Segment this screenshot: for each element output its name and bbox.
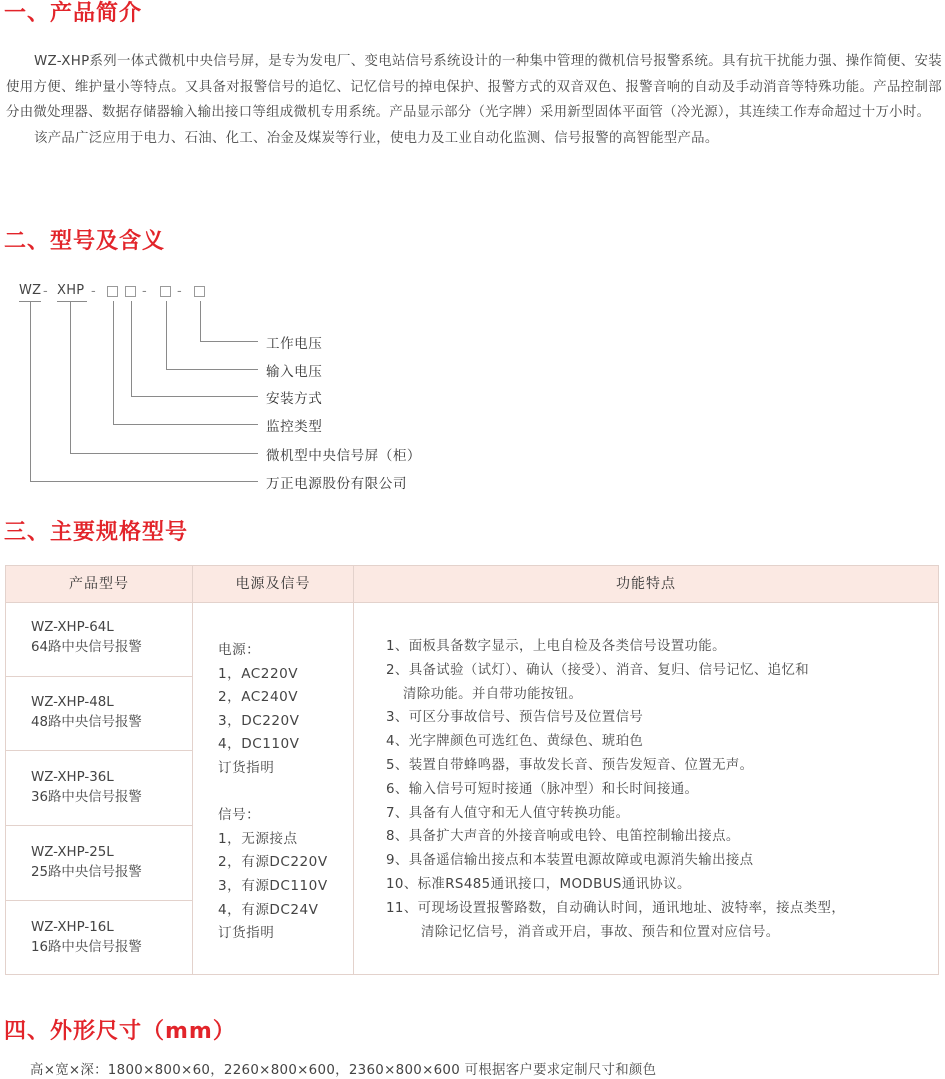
feature-item: 5、装置自带蜂鸣器，事故发长音、预告发短音、位置无声。 [386,757,754,773]
feature-item: 8、具备扩大声音的外接音响或电铃、电笛控制输出接点。 [386,829,740,845]
dimensions-text: 高×宽×深：1800×800×60，2260×800×600，2360×800×600 可根据客户要求定制尺寸和颜色 [30,1063,657,1078]
signal-line: 4，有源DC24V [218,901,319,918]
connector-line [131,396,258,397]
feature-item: 10、标准RS485通讯接口，MODBUS通讯协议。 [386,876,691,892]
intro-paragraph-2: 该产品广泛应用于电力、石油、化工、冶金及煤炭等行业，使电力及工业自动化监测、信号报警的高智能型产品。 [34,130,719,146]
table-row [6,918,192,958]
table-header [6,566,938,603]
feature-item-continued: 清除功能。并自带功能按钮。 [403,686,583,702]
power-line: 1，AC220V [218,665,299,682]
model-desc: 16路中央信号报警 [31,940,142,955]
underline [57,301,87,302]
model-label-working-voltage: 工作电压 [266,336,323,352]
row-divider [6,900,192,901]
model-label-product-type: 微机型中央信号屏（柜） [266,448,422,464]
spacer [218,781,328,805]
signal-line: 1，无源接点 [218,830,298,847]
model-prefix-wz: WZ [19,283,42,298]
feature-item: 9、具备遥信输出接点和本装置电源故障或电源消失输出接点 [386,853,754,869]
connector-line [200,301,201,341]
feature-item: 2、具备试验（试灯）、确认（接受）、消音、复归、信号记忆、追忆和 [386,662,810,678]
model-label-company: 万正电源股份有限公司 [266,476,407,492]
power-line: 4，DC110V [218,736,300,753]
model-label-monitor-type: 监控类型 [266,419,323,435]
intro-paragraph-1: WZ-XHP系列一体式微机中央信号屏，是专为发电厂、变电站信号系统设计的一种集中管理的微机信号报警系统。具有抗干扰能力强、操作简便、安装使用方便、维护量小等特点。又具备对报警信号的追忆、记忆信号的掉电保护、报警方式的双音双色、报警音响的自动及手动消音等特殊功能。产品控制部分由微处理器、数据存储器输入输出接口等组成微机专用系统。产品显示部分（光字牌）采用新型固体平面管（冷光源），其连续工作寿命超过十万小时。 [6,54,942,120]
connector-line [113,424,258,425]
model-slot-box [125,286,136,297]
table-row [6,843,192,883]
power-line: 订货指明 [218,759,275,776]
model-label-input-voltage: 输入电压 [266,364,323,380]
connector-line [113,301,114,424]
feature-item-continued: 清除记忆信号，消音或开启，事故、预告和位置对应信号。 [421,924,780,940]
model-code: WZ-XHP-16L [31,920,114,935]
table-row [6,768,192,808]
model-code: WZ-XHP-48L [31,695,114,710]
table-row [6,693,192,733]
model-desc: 25路中央信号报警 [31,865,142,880]
feature-item: 4、光字牌颜色可选红色、黄绿色、琥珀色 [386,734,644,750]
connector-line [131,301,132,396]
model-slot-box [160,286,171,297]
model-code: WZ-XHP-64L [31,620,114,635]
signal-line: 3，有源DC110V [218,877,328,894]
power-signal-cell [218,639,328,946]
model-desc: 64路中央信号报警 [31,640,142,655]
connector-line [30,481,258,482]
column-header-power: 电源及信号 [235,576,311,592]
model-label-install-method: 安装方式 [266,391,323,407]
intro-text [6,49,942,151]
signal-line: 2，有源DC220V [218,854,328,871]
model-slot-box [107,286,118,297]
section-heading-dimensions: 四、外形尺寸（mm） [4,1019,236,1044]
column-divider [353,566,354,974]
power-line: 2，AC240V [218,689,299,706]
model-code: WZ-XHP-25L [31,845,114,860]
features-cell [386,635,931,944]
row-divider [6,676,192,677]
signal-line: 订货指明 [218,925,275,942]
column-divider [192,566,193,974]
feature-item: 7、具备有人值守和无人值守转换功能。 [386,805,630,821]
row-divider [6,825,192,826]
signal-line: 信号： [218,807,261,824]
section-heading-specs: 三、主要规格型号 [4,520,189,545]
feature-item: 6、输入信号可短时接通（脉冲型）和长时间接通。 [386,781,699,797]
connector-line [30,301,31,481]
model-desc: 48路中央信号报警 [31,715,142,730]
power-line: 3，DC220V [218,712,300,729]
column-header-features: 功能特点 [616,576,676,592]
power-line: 电源： [218,642,261,658]
connector-line [200,341,258,342]
feature-item: 1、面板具备数字显示，上电自检及各类信号设置功能。 [386,639,726,654]
section-heading-intro: 一、产品简介 [4,1,143,26]
model-slot-box [194,286,205,297]
connector-line [70,453,258,454]
feature-item: 11、可现场设置报警路数，自动确认时间，通讯地址、波特率，接点类型， [386,900,846,916]
model-prefix-xhp: XHP [57,283,85,298]
row-divider [6,750,192,751]
model-dash: - [142,284,147,299]
model-dash: - [91,284,96,299]
model-desc: 36路中央信号报警 [31,790,142,805]
model-dash: - [177,284,182,299]
column-header-model: 产品型号 [69,576,129,592]
table-row [6,618,192,658]
connector-line [166,369,258,370]
feature-item: 3、可区分事故信号、预告信号及位置信号 [386,710,644,726]
model-code: WZ-XHP-36L [31,770,114,785]
connector-line [70,301,71,453]
connector-line [166,301,167,369]
spec-table [5,565,939,975]
section-heading-model: 二、型号及含义 [4,229,166,254]
model-dash: - [43,284,48,299]
